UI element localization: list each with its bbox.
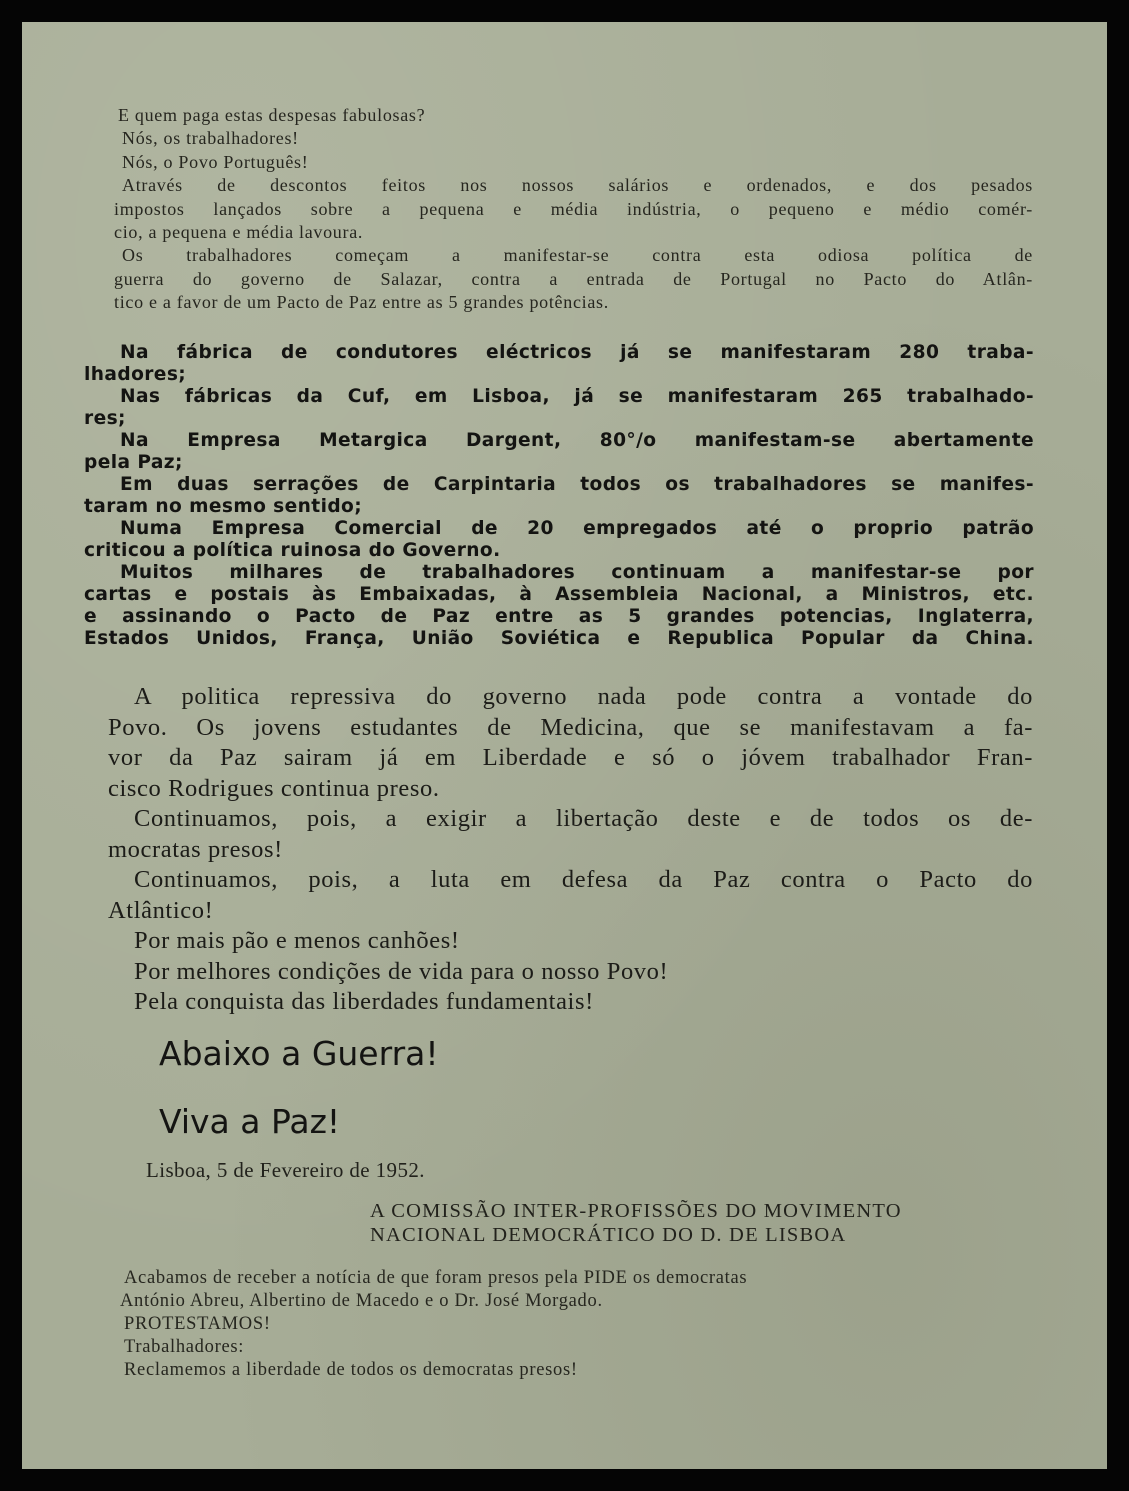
factory-bulletin [84, 342, 1034, 650]
appeal-line: cisco Rodrigues continua preso. [108, 774, 440, 802]
address-line: Trabalhadores: [124, 1337, 245, 1357]
notice-line: Acabamos de receber a notícia de que foram presos pela PIDE os democratas [124, 1268, 748, 1288]
intro-para1-line: Através de descontos feitos nos nossos salários e ordenados, e dos pesados [122, 175, 1033, 196]
main-appeal [108, 682, 1033, 1018]
intro-answer-people: Nós, o Povo Português! [122, 151, 309, 172]
appeal-line: Povo. Os jovens estudantes de Medicina, que se manifestavam a fa- [108, 713, 1033, 741]
bulletin-line: pela Paz; [84, 452, 183, 473]
slogan-down-with-war: Abaixo a Guerra! [159, 1034, 439, 1073]
appeal-line: Continuamos, pois, a luta em defesa da Paz contra o Pacto do [134, 866, 1033, 893]
protest-line: PROTESTAMOS! [124, 1314, 271, 1334]
appeal-line: Atlântico! [108, 896, 214, 924]
call-line: Por mais pão e menos canhões! [134, 927, 460, 954]
dateline: Lisboa, 5 de Fevereiro de 1952. [146, 1158, 425, 1182]
notice-line: António Abreu, Albertino de Macedo e o Dr. José Morgado. [120, 1291, 603, 1311]
appeal-line: vor da Paz sairam já em Liberdade e só o jóvem trabalhador Fran- [108, 744, 1033, 771]
slogan-long-live-peace: Viva a Paz! [159, 1102, 341, 1141]
bulletin-line: res; [84, 408, 126, 429]
intro-para1-line: impostos lançados sobre a pequena e média indústria, o pequeno e médio comér- [114, 198, 1033, 219]
bulletin-line: Muitos milhares de trabalhadores continuam a manifestar-se por [120, 562, 1034, 583]
intro-section [114, 104, 1033, 315]
call-line: Por melhores condições de vida para o nosso Povo! [134, 957, 669, 985]
signature-block [370, 1199, 902, 1247]
arrest-notice [120, 1267, 1040, 1382]
call-line: Pela conquista das liberdades fundamentais! [134, 988, 594, 1015]
intro-para1-line: cio, a pequena e média lavoura. [114, 222, 364, 243]
bulletin-line: lhadores; [84, 364, 187, 385]
bulletin-line: Estados Unidos, França, União Soviética e Republica Popular da China. [84, 628, 1034, 649]
appeal-line: Continuamos, pois, a exigir a libertação deste e de todos os de- [134, 805, 1033, 832]
bulletin-line: criticou a política ruinosa do Governo. [84, 540, 501, 561]
bulletin-line: e assinando o Pacto de Paz entre as 5 grandes potencias, Inglaterra, [84, 606, 1034, 627]
intro-question: E quem paga estas despesas fabulosas? [118, 105, 426, 125]
intro-answer-workers: Nós, os trabalhadores! [122, 128, 299, 149]
bulletin-line: Numa Empresa Comercial de 20 empregados até o proprio patrão [120, 518, 1034, 539]
demand-line: Reclamemos a liberdade de todos os democratas presos! [124, 1360, 578, 1380]
signature-line: NACIONAL DEMOCRÁTICO DO D. DE LISBOA [370, 1224, 847, 1246]
appeal-line: A politica repressiva do governo nada pode contra a vontade do [134, 683, 1033, 710]
appeal-line: mocratas presos! [108, 835, 283, 863]
bulletin-line: Em duas serrações de Carpintaria todos os trabalhadores se manifes- [120, 474, 1034, 495]
intro-para2-line: tico e a favor de um Pacto de Paz entre as 5 grandes potências. [114, 292, 609, 313]
bulletin-line: Na Empresa Metargica Dargent, 80°/o manifestam-se abertamente [120, 430, 1034, 451]
intro-para2-line: guerra do governo de Salazar, contra a entrada de Portugal no Pacto do Atlân- [114, 268, 1033, 289]
leaflet-page [22, 22, 1107, 1469]
bulletin-line: cartas e postais às Embaixadas, à Assembleia Nacional, a Ministros, etc. [84, 584, 1034, 605]
bulletin-line: Na fábrica de condutores eléctricos já se manifestaram 280 traba- [120, 342, 1034, 363]
bulletin-line: taram no mesmo sentido; [84, 496, 363, 517]
intro-para2-line: Os trabalhadores começam a manifestar-se contra esta odiosa política de [122, 245, 1033, 266]
bulletin-line: Nas fábricas da Cuf, em Lisboa, já se manifestaram 265 trabalhado- [120, 386, 1034, 407]
signature-line: A COMISSÃO INTER-PROFISSÕES DO MOVIMENTO [370, 1200, 902, 1222]
